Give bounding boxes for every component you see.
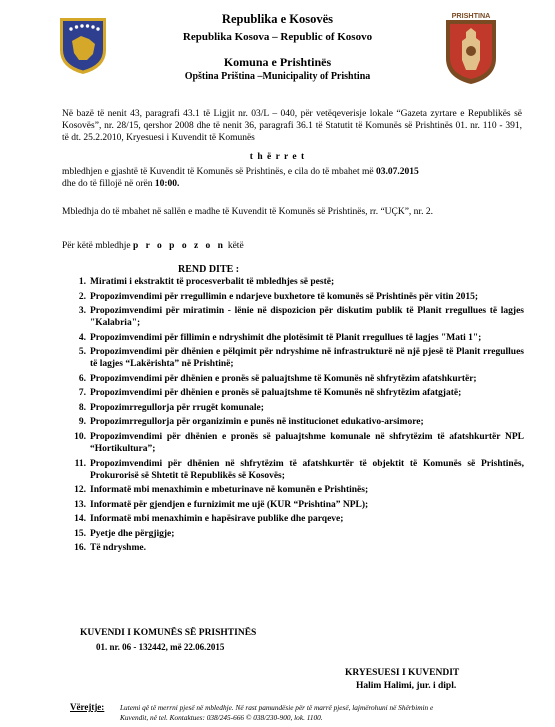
agenda-item-text: Të ndryshme. xyxy=(90,543,146,554)
kosovo-emblem-icon xyxy=(57,14,109,76)
agenda-item-text: Propozimrregullorja për organizimin e punës në institucionet edukativo-arsimore; xyxy=(90,417,424,428)
agenda-item xyxy=(66,513,524,525)
agenda-item-number: 11. xyxy=(74,458,86,469)
agenda-item-text: Propozimvendimi për dhënien e pronës së paluajtshme komunale në shfrytëzim të afatshkurtër NPL “Hortikultura”; xyxy=(90,431,524,455)
meeting-date: 03.07.2015 xyxy=(375,167,419,177)
agenda-item-number: 4. xyxy=(78,332,86,343)
agenda-item-text: Informatë për gjendjen e furnizimit me ujë (KUR “Prishtina” NPL); xyxy=(90,499,369,510)
note-text: Lutemi që të merrni pjesë në mbledhje. Në rast pamundësie për të marrë pjesë, lajmërohuni në Shërbimin e Kuvendit, në tel. Kontaktues: 038/245-666 © 038/230-900, lok. 1100. xyxy=(120,703,434,722)
agenda-item-number: 15. xyxy=(74,528,86,539)
agenda-item-number: 2. xyxy=(78,291,86,302)
agenda-item xyxy=(66,542,524,554)
agenda-item-text: Informatë mbi menaxhimin e mbeturinave në komunën e Prishtinës; xyxy=(90,485,369,496)
legal-basis-paragraph: Në bazë të nenit 43, paragrafi 43.1 të Ligjit nr. 03/L – 040, për vetëqeverisje lokale “Gazeta zyrtare e Republikës së Kosovës”, nr. 28/15, qershor 2008 dhe të nenit 36, paragrafi 36.1 të Statutit të Komunës së Prishtinës 01. nr. 110 - 391, të dt. 25.2.2010, Kryesuesi i Kuvendit të Komunës xyxy=(62,109,522,143)
note-label: Vërejtje: xyxy=(70,702,105,712)
municipality-name: Komuna e Prishtinës xyxy=(223,55,332,69)
agenda-item-number: 1. xyxy=(78,277,86,287)
agenda-item-number: 8. xyxy=(78,402,86,413)
agenda-item-text: Propozimrregullorja për rrugët komunale; xyxy=(90,402,264,413)
agenda-item xyxy=(66,528,524,540)
meeting-text-2: dhe do të fillojë në orën xyxy=(62,179,155,189)
agenda-item xyxy=(66,387,524,399)
agenda-item-text: Informatë mbi menaxhimin e hapësirave publike dhe parqeve; xyxy=(90,514,344,525)
agenda-item-number: 3. xyxy=(78,306,86,316)
agenda-item xyxy=(66,346,524,370)
agenda-item-number: 16. xyxy=(74,543,86,554)
municipality-name-translations: Opština Priština –Municipality of Prishtina xyxy=(184,71,371,82)
reference-number: 01. nr. 06 - 132442, më 22.06.2015 xyxy=(96,642,225,652)
agenda-item-text: Propozimvendimi për rregullimin e ndarjeve buxhetore të komunës së Prishtinës për vitin 2015; xyxy=(90,291,479,302)
agenda-item-number: 7. xyxy=(78,388,86,399)
agenda-item xyxy=(66,305,524,329)
agenda-item-number: 13. xyxy=(74,499,86,510)
agenda-item xyxy=(66,373,524,385)
agenda-item-number: 12. xyxy=(74,485,86,496)
agenda-item xyxy=(66,276,524,288)
prishtina-emblem-icon xyxy=(443,8,499,86)
proposal-suffix: këtë xyxy=(225,241,244,251)
agenda-item xyxy=(66,291,524,303)
agenda-item-text: Propozimvendimi për miratimin - lënie në dispozicion për diskutim publik të Planit rregullues të lagjes "Kalabria"; xyxy=(90,306,524,329)
chair-name: Halim Halimi, jur. i dipl. xyxy=(356,681,457,691)
emblem-caption: PRISHTINA xyxy=(451,11,491,20)
agenda-item xyxy=(66,458,524,482)
agenda-item-number: 9. xyxy=(78,417,86,428)
agenda-item-number: 14. xyxy=(74,514,86,525)
convenes-heading: t h ë r r e t xyxy=(249,152,306,162)
agenda-item-number: 5. xyxy=(78,347,86,358)
proposal-line xyxy=(62,240,522,252)
agenda-item-text: Pyetje dhe përgjigje; xyxy=(90,528,175,539)
meeting-announcement xyxy=(62,166,522,190)
agenda-item-text: Propozimvendimi për dhënien e pëlqimit për ndryshime në infrastrukturë në një pjesë të Planit rregullues të lagjes “Lakërishta” në Prishtinë; xyxy=(90,347,524,370)
assembly-name: KUVENDI I KOMUNËS SË PRISHTINËS xyxy=(80,628,257,638)
meeting-time: 10:00. xyxy=(154,179,180,189)
agenda-item-text: Propozimvendimi për dhënien në shfrytëzim të afatshkurtër të objektit të Komunës së Prishtinës, Prokurorisë së Shtetit të Republikës së Kosovës; xyxy=(90,458,524,481)
chair-title: KRYESUESI I KUVENDIT xyxy=(345,668,460,678)
agenda-item-number: 6. xyxy=(78,373,86,384)
meeting-place: Mbledhja do të mbahet në sallën e madhe të Kuvendit të Komunës së Prishtinës, rr. “UÇK”, nr. 2. xyxy=(62,207,433,217)
agenda-item xyxy=(66,416,524,428)
agenda-item xyxy=(66,499,524,511)
proposal-prefix: Për këtë mbledhje xyxy=(62,241,133,251)
meeting-text: mbledhjen e gjashtë të Kuvendit të Komunës së Prishtinës, e cila do të mbahet më xyxy=(62,167,376,177)
state-name: Republika e Kosovës xyxy=(221,12,334,26)
agenda-item-number: 10. xyxy=(74,431,86,442)
state-name-translations: Republika Kosova – Republic of Kosovo xyxy=(182,31,373,43)
agenda-title: REND DITE : xyxy=(178,264,240,275)
proposal-word: p r o p o z o n xyxy=(132,241,226,251)
agenda-item-text: Miratimi i ekstraktit të procesverbalit të mbledhjes së pestë; xyxy=(90,277,335,287)
agenda-item-text: Propozimvendimi për fillimin e ndryshimit dhe plotësimit të Planit rregullues të lagjes "Mati 1"; xyxy=(90,332,482,343)
agenda-item-text: Propozimvendimi për dhënien e pronës së paluajtshme të Komunës në shfrytëzim afatgjatë; xyxy=(90,388,462,399)
agenda-item xyxy=(66,431,524,455)
agenda-item-text: Propozimvendimi për dhënien e pronës së paluajtshme të Komunës në shfrytëzim afatshkurtër; xyxy=(90,373,477,384)
agenda-list xyxy=(66,276,524,557)
agenda-item xyxy=(66,402,524,414)
agenda-item xyxy=(66,332,524,344)
agenda-item xyxy=(66,484,524,496)
